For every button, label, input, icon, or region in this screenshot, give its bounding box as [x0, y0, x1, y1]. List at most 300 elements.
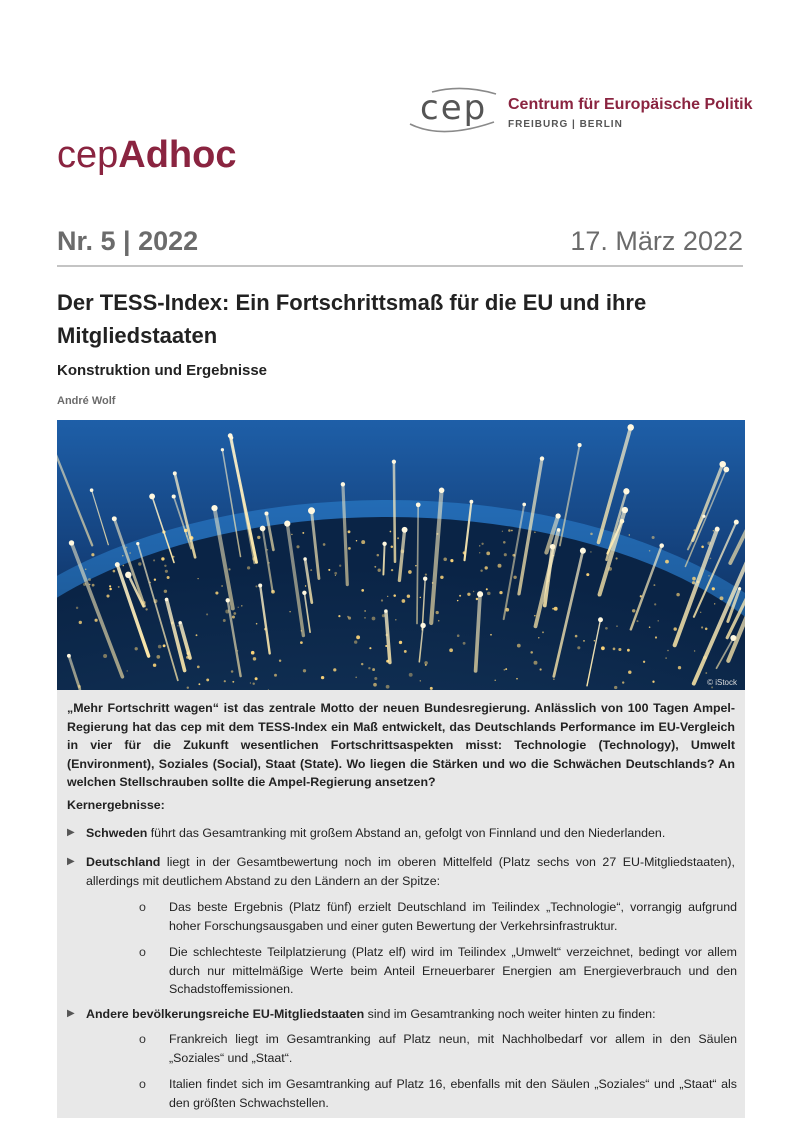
light-beam-tip [226, 598, 230, 602]
city-light-dot [377, 554, 380, 557]
bullet-text: sind im Gesamtranking noch weiter hinten zu finden: [364, 1007, 656, 1021]
city-light-dot [665, 560, 669, 564]
city-light-dot [710, 558, 712, 560]
city-light-dot [233, 612, 236, 615]
city-light-dot [252, 682, 254, 684]
city-light-dot [197, 578, 198, 579]
city-light-dot [457, 600, 458, 601]
city-light-dot [310, 569, 312, 571]
city-light-dot [153, 663, 156, 666]
city-light-dot [473, 591, 474, 592]
city-light-dot [402, 599, 406, 603]
light-beam-tip [598, 617, 603, 622]
light-beam-tip [715, 527, 720, 532]
city-light-dot [665, 657, 666, 658]
city-light-dot [393, 594, 396, 597]
city-light-dot [106, 594, 109, 597]
logo-mark-text: cep [420, 88, 488, 128]
bullet-germany [67, 853, 735, 890]
city-light-dot [372, 617, 376, 621]
city-light-dot [339, 565, 341, 567]
city-light-dot [540, 668, 542, 670]
city-light-dot [113, 570, 116, 573]
city-light-dot [516, 678, 518, 680]
article-title: Der TESS-Index: Ein Fortschrittsmaß für die EU und ihre Mitgliedstaaten [57, 290, 647, 348]
city-light-dot [122, 565, 124, 567]
city-light-dot [138, 562, 141, 565]
city-light-dot [79, 621, 82, 624]
light-beam-tip [402, 527, 408, 533]
light-beam-tip [540, 456, 544, 460]
light-beam-tip [439, 488, 445, 494]
city-light-dot [476, 598, 478, 600]
city-light-dot [503, 541, 506, 544]
city-light-dot [256, 623, 258, 625]
city-light-dot [247, 566, 250, 569]
sub-bullet-marker: o [139, 1032, 146, 1046]
light-beam [383, 544, 384, 575]
city-light-dot [251, 651, 255, 655]
city-light-dot [667, 650, 669, 652]
city-light-dot [552, 608, 554, 610]
city-light-dot [95, 619, 98, 622]
city-light-dot [167, 576, 170, 579]
light-beam-tip [719, 461, 726, 468]
light-beam-tip [115, 562, 120, 567]
city-light-dot [498, 564, 502, 568]
city-light-dot [486, 552, 490, 556]
city-light-dot [542, 631, 544, 633]
city-light-dot [415, 565, 416, 566]
light-beam-tip [90, 488, 94, 492]
city-light-dot [409, 673, 413, 677]
city-light-dot [629, 534, 630, 535]
city-light-dot [206, 613, 208, 615]
city-light-dot [692, 581, 695, 584]
issue-number: Nr. 5 | 2022 [57, 226, 199, 256]
city-light-dot [705, 628, 708, 631]
light-beam-tip [221, 448, 224, 451]
city-light-dot [348, 530, 351, 533]
light-beam-tip [173, 471, 177, 475]
city-light-dot [653, 584, 655, 586]
city-light-dot [88, 578, 91, 581]
light-beam-tip [211, 505, 217, 511]
city-light-dot [164, 590, 167, 593]
city-light-dot [673, 627, 676, 630]
summary-intro: „Mehr Fortschritt wagen“ ist das zentrale Motto der neuen Bundesregierung. Anlässlich von 100 Tagen Ampel-Regierung hat das cep mit dem TESS-Index ein Maß entwickelt, das Deutschlands Performance im EU-Vergleich in vier für die Zukunft wesentlichen Fortschrittsaspekten misst: Technologie (Technology), Umwelt (Environment), Soziales (Social), Staat (State). Wo liegen die Stärken und wo die Schwächen Deutschlands? An welchen Stellschrauben sollte die Ampel-Regierung ansetzen? [67, 701, 735, 789]
city-light-dot [459, 595, 461, 597]
light-beam-tip [627, 424, 634, 431]
bullet-lead: Andere bevölkerungsreiche EU-Mitgliedstaaten [86, 1007, 365, 1021]
city-light-dot [628, 670, 631, 673]
sub-bullet-italy [139, 1075, 737, 1112]
city-light-dot [232, 615, 235, 618]
city-light-dot [103, 654, 107, 658]
city-light-dot [583, 640, 585, 642]
city-light-dot [457, 634, 460, 637]
city-light-dot [156, 655, 160, 659]
city-light-dot [361, 663, 363, 665]
city-light-dot [163, 644, 166, 647]
city-light-dot [356, 635, 360, 639]
city-light-dot [622, 681, 624, 683]
city-light-dot [92, 584, 95, 587]
city-light-dot [145, 608, 147, 610]
city-light-dot [420, 597, 422, 599]
city-light-dot [161, 557, 164, 560]
city-light-dot [494, 680, 495, 681]
header-divider [57, 265, 743, 267]
city-light-dot [425, 664, 427, 666]
city-light-dot [511, 530, 513, 532]
city-light-dot [381, 599, 383, 601]
light-beam-tip [112, 516, 117, 521]
city-light-dot [443, 558, 447, 562]
light-beam-tip [284, 521, 290, 527]
city-light-dot [420, 680, 421, 681]
light-beam-tip [622, 507, 628, 513]
city-light-dot [408, 570, 412, 574]
city-light-dot [109, 588, 112, 591]
city-light-dot [614, 686, 617, 689]
city-light-dot [164, 565, 166, 567]
city-light-dot [387, 596, 388, 597]
key-results-heading: Kernergebnisse: [67, 798, 165, 812]
city-light-dot [303, 669, 306, 672]
light-beam [394, 462, 395, 562]
city-light-dot [391, 569, 393, 571]
city-light-dot [333, 668, 336, 671]
city-light-dot [504, 553, 507, 556]
city-light-dot [438, 620, 440, 622]
city-light-dot [154, 579, 156, 581]
city-light-dot [577, 646, 580, 649]
city-light-dot [223, 619, 226, 622]
light-beam-tip [264, 511, 268, 515]
city-light-dot [436, 611, 439, 614]
city-light-dot [440, 576, 443, 579]
sub-bullet-marker: o [139, 900, 146, 914]
city-light-dot [613, 648, 616, 651]
bullet-arrow-icon: ▶ [67, 856, 75, 867]
series-prefix: cep [57, 134, 119, 176]
city-light-dot [676, 593, 680, 597]
city-light-dot [238, 607, 239, 608]
city-light-dot [601, 646, 605, 650]
city-light-dot [616, 557, 618, 559]
city-light-dot [198, 683, 200, 685]
city-light-dot [129, 552, 131, 554]
city-light-dot [321, 676, 324, 679]
city-light-dot [397, 537, 399, 539]
city-light-dot [487, 592, 491, 596]
light-beam-tip [659, 543, 664, 548]
city-light-dot [678, 666, 681, 669]
city-light-dot [657, 620, 658, 621]
city-light-dot [407, 594, 410, 597]
city-light-dot [85, 569, 87, 571]
city-light-dot [231, 670, 234, 673]
light-beam-tip [555, 513, 560, 518]
sub-bullet-text: Frankreich liegt im Gesamtranking auf Platz neun, mit Nachholbedarf vor allem in den Säulen „Soziales“ und „Staat“. [169, 1032, 737, 1065]
city-light-dot [386, 685, 390, 689]
light-beam-tip [423, 577, 427, 581]
city-light-dot [652, 536, 655, 539]
city-light-dot [534, 661, 538, 665]
city-light-dot [255, 677, 258, 680]
city-light-dot [486, 588, 488, 590]
city-light-dot [253, 657, 256, 660]
city-light-dot [449, 648, 453, 652]
city-light-dot [368, 667, 370, 669]
city-light-dot [692, 577, 696, 581]
city-light-dot [701, 626, 703, 628]
city-light-dot [215, 591, 218, 594]
city-light-dot [135, 647, 138, 650]
logo-mark [402, 84, 502, 140]
city-light-dot [354, 640, 357, 643]
light-beam-tip [149, 493, 155, 499]
light-beam-tip [172, 494, 176, 498]
article-author: André Wolf [57, 395, 116, 407]
city-light-dot [177, 625, 179, 627]
city-light-dot [374, 677, 377, 680]
city-light-dot [700, 612, 701, 613]
bullet-sweden [67, 824, 735, 843]
city-light-dot [480, 569, 482, 571]
city-light-dot [530, 651, 533, 654]
city-light-dot [206, 678, 209, 681]
city-light-dot [291, 534, 292, 535]
light-beam-tip [578, 443, 582, 447]
city-light-dot [694, 650, 695, 651]
city-light-dot [126, 670, 127, 671]
sub-bullet-technology [139, 898, 737, 935]
globe-illustration [57, 420, 745, 690]
city-light-dot [517, 644, 521, 648]
light-beam-tip [179, 621, 182, 624]
bullet-lead: Deutschland [86, 855, 161, 869]
bullet-arrow-icon: ▶ [67, 1008, 75, 1019]
light-beam-tip [384, 609, 387, 612]
city-light-dot [713, 530, 714, 531]
article-subtitle: Konstruktion und Ergebnisse [57, 362, 268, 379]
bullet-text: führt das Gesamtranking mit großem Abstand an, gefolgt von Finnland und den Niederlanden. [147, 826, 666, 840]
city-light-dot [705, 672, 707, 674]
city-light-dot [373, 683, 377, 687]
light-beam-tip [165, 598, 169, 602]
city-light-dot [361, 589, 364, 592]
city-light-dot [463, 642, 466, 645]
city-light-dot [450, 559, 453, 562]
city-light-dot [158, 645, 162, 649]
city-light-dot [255, 585, 257, 587]
light-beam-tip [702, 515, 705, 518]
city-light-dot [305, 585, 306, 586]
light-beam-tip [580, 548, 586, 554]
city-light-dot [196, 634, 198, 636]
light-beam-tip [738, 587, 741, 590]
city-light-dot [390, 531, 392, 533]
city-light-dot [232, 681, 234, 683]
light-beam-tip [69, 540, 74, 545]
city-light-dot [485, 566, 488, 569]
bullet-other-states [67, 1005, 735, 1024]
cep-logo [402, 84, 762, 140]
city-light-dot [505, 668, 507, 670]
city-light-dot [109, 585, 111, 587]
city-light-dot [228, 568, 230, 570]
city-light-dot [586, 573, 589, 576]
city-light-dot [391, 545, 394, 548]
city-light-dot [241, 605, 242, 606]
city-light-dot [708, 575, 710, 577]
city-light-dot [356, 540, 357, 541]
city-light-dot [513, 576, 516, 579]
city-light-dot [479, 545, 480, 546]
light-beam-tip [623, 488, 629, 494]
city-light-dot [250, 682, 251, 683]
city-light-dot [490, 634, 492, 636]
bullet-lead: Schweden [86, 826, 148, 840]
city-light-dot [257, 536, 260, 539]
city-light-dot [720, 596, 724, 600]
light-beam-tip [723, 467, 729, 473]
light-beam-tip [258, 583, 262, 587]
bullet-arrow-icon: ▶ [67, 827, 75, 838]
city-light-dot [338, 615, 340, 617]
light-beam-tip [136, 542, 139, 545]
city-light-dot [348, 547, 351, 550]
city-light-dot [91, 553, 94, 556]
city-light-dot [652, 681, 654, 683]
city-light-dot [122, 555, 123, 556]
light-beam-tip [67, 654, 71, 658]
city-light-dot [296, 545, 299, 548]
city-light-dot [328, 569, 330, 571]
city-light-dot [323, 543, 326, 546]
light-beam-tip [228, 433, 233, 438]
city-light-dot [369, 647, 371, 649]
city-light-dot [335, 575, 336, 576]
city-light-dot [302, 532, 304, 534]
city-light-dot [347, 616, 349, 618]
city-light-dot [374, 566, 376, 568]
light-beam-tip [734, 520, 739, 525]
city-light-dot [575, 635, 578, 638]
city-light-dot [502, 531, 503, 532]
sub-bullet-environment [139, 943, 737, 999]
city-light-dot [553, 678, 554, 679]
sub-bullet-text: Die schlechteste Teilplatzierung (Platz elf) wird im Teilindex „Umwelt“ verzeichnet, bedingt vor allem durch nur mittelmäßige Werte beim Anteil Erneuerbarer Energien am Energieverbrauch und den Schadstoffemissionen. [169, 945, 737, 996]
city-light-dot [224, 680, 226, 682]
city-light-dot [655, 636, 657, 638]
city-light-dot [554, 607, 558, 611]
city-light-dot [118, 586, 120, 588]
city-light-dot [274, 674, 277, 677]
city-light-dot [590, 533, 593, 536]
light-beam-tip [308, 507, 315, 514]
city-light-dot [355, 676, 357, 678]
city-light-dot [712, 587, 715, 590]
city-light-dot [654, 603, 656, 605]
logo-name: Centrum für Europäische Politik [508, 96, 753, 113]
light-beam-tip [470, 500, 474, 504]
city-light-dot [481, 543, 483, 545]
city-light-dot [534, 615, 535, 616]
city-light-dot [289, 611, 290, 612]
city-light-dot [221, 585, 223, 587]
city-light-dot [649, 626, 651, 628]
city-light-dot [378, 569, 381, 572]
light-beam-tip [341, 482, 345, 486]
city-light-dot [643, 661, 645, 663]
hero-image [57, 420, 745, 690]
city-light-dot [153, 559, 155, 561]
city-light-dot [714, 603, 715, 604]
light-beam-tip [420, 623, 425, 628]
city-light-dot [279, 659, 281, 661]
series-name: Adhoc [118, 134, 237, 176]
image-credit: © iStock [707, 678, 737, 687]
city-light-dot [701, 546, 704, 549]
city-light-dot [165, 570, 168, 573]
city-light-dot [404, 650, 407, 653]
light-beam-tip [477, 591, 483, 597]
publication-date: 17. März 2022 [570, 226, 743, 256]
city-light-dot [372, 668, 375, 671]
city-light-dot [334, 572, 337, 575]
city-light-dot [538, 637, 539, 638]
light-beam-tip [416, 502, 421, 507]
logo-subtitle: FREIBURG | BERLIN [508, 119, 623, 130]
light-beam-tip [302, 591, 306, 595]
light-beam-tip [125, 572, 131, 578]
city-light-dot [187, 686, 189, 688]
city-light-dot [605, 627, 608, 630]
summary-box [57, 690, 745, 1118]
city-light-dot [590, 551, 592, 553]
light-beam [417, 505, 418, 624]
city-light-dot [467, 593, 470, 596]
sub-bullet-marker: o [139, 945, 146, 959]
city-light-dot [364, 610, 365, 611]
series-title [57, 134, 237, 177]
light-beam-tip [557, 528, 560, 531]
city-light-dot [499, 591, 502, 594]
city-light-dot [618, 648, 621, 651]
sub-bullet-marker: o [139, 1077, 146, 1091]
sub-bullet-text: Italien findet sich im Gesamtranking auf Platz 16, ebenfalls mit den Säulen „Soziales“ und „Staat“ als den größten Schwachstellen. [169, 1077, 737, 1110]
city-light-dot [636, 620, 638, 622]
city-light-dot [425, 574, 427, 576]
city-light-dot [479, 552, 480, 553]
city-light-dot [399, 641, 402, 644]
city-light-dot [76, 607, 78, 609]
bullet-text: liegt in der Gesamtbewertung noch im oberen Mittelfeld (Platz sechs von 27 EU-Mitgliedstaaten), allerdings mit deutlichem Abstand zu den Ländern an der Spitze: [86, 855, 735, 888]
sub-bullet-france [139, 1030, 737, 1067]
city-light-dot [300, 641, 303, 644]
sub-bullet-text: Das beste Ergebnis (Platz fünf) erzielt Deutschland im Teilindex „Technologie“, vorrangig aufgrund hoher Forschungsausgaben und einer guten Bewertung der Verkehrsinfrastruktur. [169, 900, 737, 933]
city-light-dot [594, 640, 595, 641]
city-light-dot [508, 529, 511, 532]
light-beam-tip [522, 503, 526, 507]
light-beam-tip [303, 557, 307, 561]
light-beam-tip [382, 542, 386, 546]
city-light-dot [632, 609, 635, 612]
city-light-dot [534, 532, 536, 534]
